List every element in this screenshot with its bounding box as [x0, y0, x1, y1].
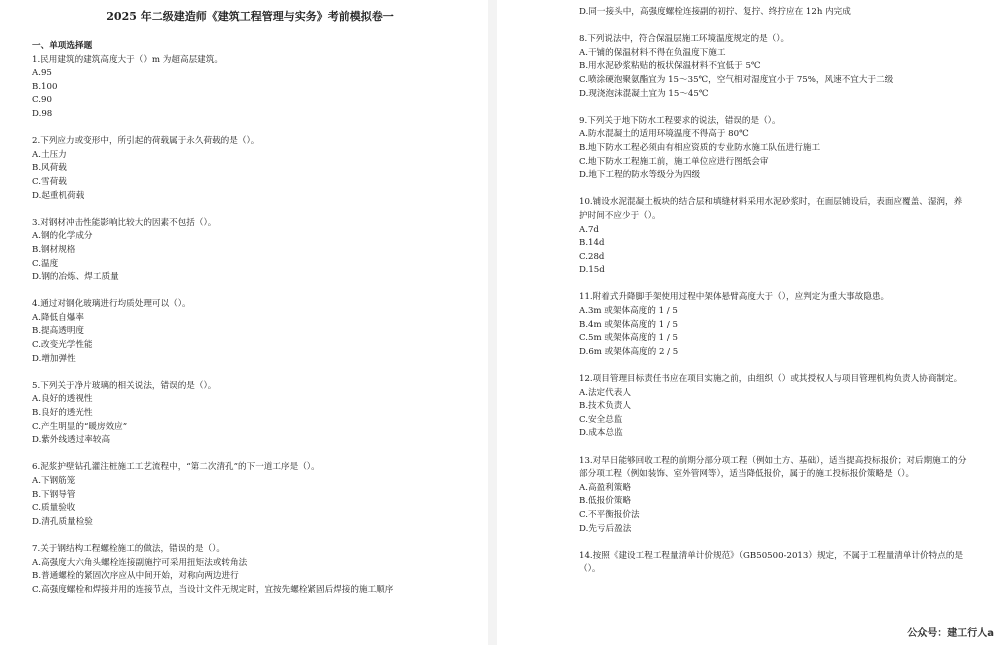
question-list-left [32, 54, 468, 598]
question-text: 11.附着式升降脚手架使用过程中架体悬臂高度大于（），应判定为重大事故隐患。 [579, 292, 890, 303]
answer-option: B.用水泥砂浆粘贴的板状保温材料不宜低于 5℃ [579, 61, 761, 72]
answer-option: B.风荷载 [32, 163, 67, 174]
question-text: 3.对钢材冲击性能影响比较大的因素不包括（）。 [32, 217, 217, 228]
answer-option: A.高盈利策略 [579, 482, 631, 493]
answer-option: A.7d [579, 224, 599, 235]
answer-option: C.质量验收 [32, 503, 76, 514]
question-text: 7.关于钢结构工程螺栓施工的做法，错误的是（）。 [32, 543, 225, 554]
question-list-right [579, 33, 970, 577]
question-text: 13.对早日能够回收工程的前期分部分项工程（例如土方、基础），适当提高投标报价；对后期施工的分部分项工程（例如装饰、室外管网等），适当降低报价，属于的施工投标报价策略是（）。 [579, 455, 967, 480]
question [32, 217, 468, 285]
answer-option: A.良好的透视性 [32, 394, 93, 405]
question-text: 2.下列应力或变形中，所引起的荷载属于永久荷载的是（）。 [32, 136, 260, 147]
answer-option: B.地下防水工程必须由有相应资质的专业防水施工队伍进行施工 [579, 142, 821, 153]
question [579, 33, 970, 101]
answer-option: C.5m 或架体高度的 1 / 5 [579, 333, 678, 344]
question [579, 196, 970, 278]
question-text: 9.下列关于地下防水工程要求的说法，错误的是（）。 [579, 115, 781, 126]
question-text: 6.泥浆护壁钻孔灌注桩施工工艺流程中，“第二次清孔”的下一道工序是（）。 [32, 462, 320, 473]
answer-option: A.防水混凝土的适用环境温度不得高于 80℃ [579, 129, 749, 140]
answer-option: A.3m 或架体高度的 1 / 5 [579, 306, 678, 317]
answer-option: C.不平衡报价法 [579, 509, 640, 520]
answer-option: C.地下防水工程施工前，施工单位应进行图纸会审 [579, 156, 769, 167]
answer-option: C.高强度螺栓和焊接并用的连接节点，当设计文件无规定时，宜按先螺栓紧固后焊接的施工顺序 [32, 584, 394, 595]
document-page-right [497, 0, 1000, 645]
answer-option: D.起重机荷载 [32, 190, 85, 201]
answer-option: D.紫外线透过率较高 [32, 435, 111, 446]
answer-option: B.普通螺栓的紧固次序应从中间开始，对称向两边进行 [32, 571, 239, 582]
question-text: 4.通过对钢化玻璃进行均质处理可以（）。 [32, 299, 191, 310]
question [579, 373, 970, 441]
question [32, 54, 468, 122]
question [579, 291, 970, 359]
answer-option: C.产生明显的“暖房效应” [32, 421, 128, 432]
answer-option: B.4m 或架体高度的 1 / 5 [579, 319, 678, 330]
answer-option: A.95 [32, 68, 52, 79]
answer-option: B.100 [32, 81, 58, 92]
answer-option: D.地下工程的防水等级分为四级 [579, 170, 701, 181]
answer-option: D.成本总监 [579, 428, 623, 439]
answer-option: D.增加弹性 [32, 353, 76, 364]
answer-option: D.清孔质量检验 [32, 516, 93, 527]
answer-option: A.土压力 [32, 149, 67, 160]
answer-option: B.良好的透光性 [32, 408, 93, 419]
answer-option: C.喷涂硬泡聚氨酯宜为 15～35℃，空气相对湿度宜小于 75%，风速不宜大于二级 [579, 74, 894, 85]
section-heading: 一、单项选择题 [32, 41, 93, 51]
answer-option: B.提高透明度 [32, 326, 85, 337]
answer-option: D.98 [32, 108, 53, 119]
answer-option: A.干铺的保温材料不得在负温度下施工 [579, 47, 726, 58]
footer-label: 公众号：建工行人a [907, 628, 994, 639]
continued-option: D.同一接头中，高强度螺栓连接副的初拧、复拧、终拧应在 12h 内完成 [579, 7, 851, 17]
question [579, 550, 970, 577]
answer-option: D.现浇泡沫混凝土宜为 15～45℃ [579, 88, 709, 99]
answer-option: D.钢的冶炼、焊工质量 [32, 272, 119, 283]
answer-option: A.下钢筋笼 [32, 476, 76, 486]
answer-option: D.6m 或架体高度的 2 / 5 [579, 346, 679, 357]
question-text: 14.按照《建设工程工程量清单计价规范》（GB50500-2013）规定，不属于工程量清单计价特点的是（）。 [579, 550, 964, 575]
answer-option: C.安全总监 [579, 414, 623, 425]
answer-option: C.改变光学性能 [32, 340, 93, 351]
answer-option: A.钢的化学成分 [32, 231, 93, 242]
question [579, 115, 970, 183]
answer-option: A.法定代表人 [579, 387, 631, 398]
answer-option: C.90 [32, 95, 52, 106]
answer-option: C.雪荷载 [32, 176, 67, 187]
answer-option: D.15d [579, 265, 605, 276]
question-text: 8.下列说法中，符合保温层施工环境温度规定的是（）。 [579, 34, 790, 45]
question-text: 12.项目管理目标责任书应在项目实施之前，由组织（）或其授权人与项目管理机构负责人协商制定。 [579, 374, 963, 385]
question [32, 298, 468, 366]
answer-option: C.28d [579, 251, 605, 262]
question [32, 135, 468, 203]
question [32, 380, 468, 448]
answer-option: B.低报价策略 [579, 496, 632, 507]
question-text: 1.民用建筑的建筑高度大于（）m 为超高层建筑。 [32, 54, 223, 65]
question-text: 10.铺设水泥混凝土板块的结合层和填缝材料采用水泥砂浆时，在面层铺设后，表面应覆盖、湿润，养护时间不应少于（）。 [579, 197, 963, 221]
answer-option: A.降低自爆率 [32, 312, 84, 323]
answer-option: C.温度 [32, 258, 59, 269]
answer-option: A.高强度大六角头螺栓连接副施拧可采用扭矩法或转角法 [32, 557, 248, 568]
document-page-left [0, 0, 488, 645]
question-text: 5.下列关于净片玻璃的相关说法，错误的是（）。 [32, 380, 217, 391]
answer-option: B.钢材规格 [32, 244, 76, 255]
question [32, 543, 468, 597]
answer-option: B.14d [579, 238, 605, 249]
question [579, 455, 970, 537]
question [32, 461, 468, 529]
document-title: 2025 年二级建造师《建筑工程管理与实务》考前模拟卷一 [106, 10, 394, 23]
answer-option: B.技术负责人 [579, 401, 632, 412]
answer-option: B.下钢导管 [32, 489, 76, 500]
answer-option: D.先亏后盈法 [579, 523, 632, 534]
